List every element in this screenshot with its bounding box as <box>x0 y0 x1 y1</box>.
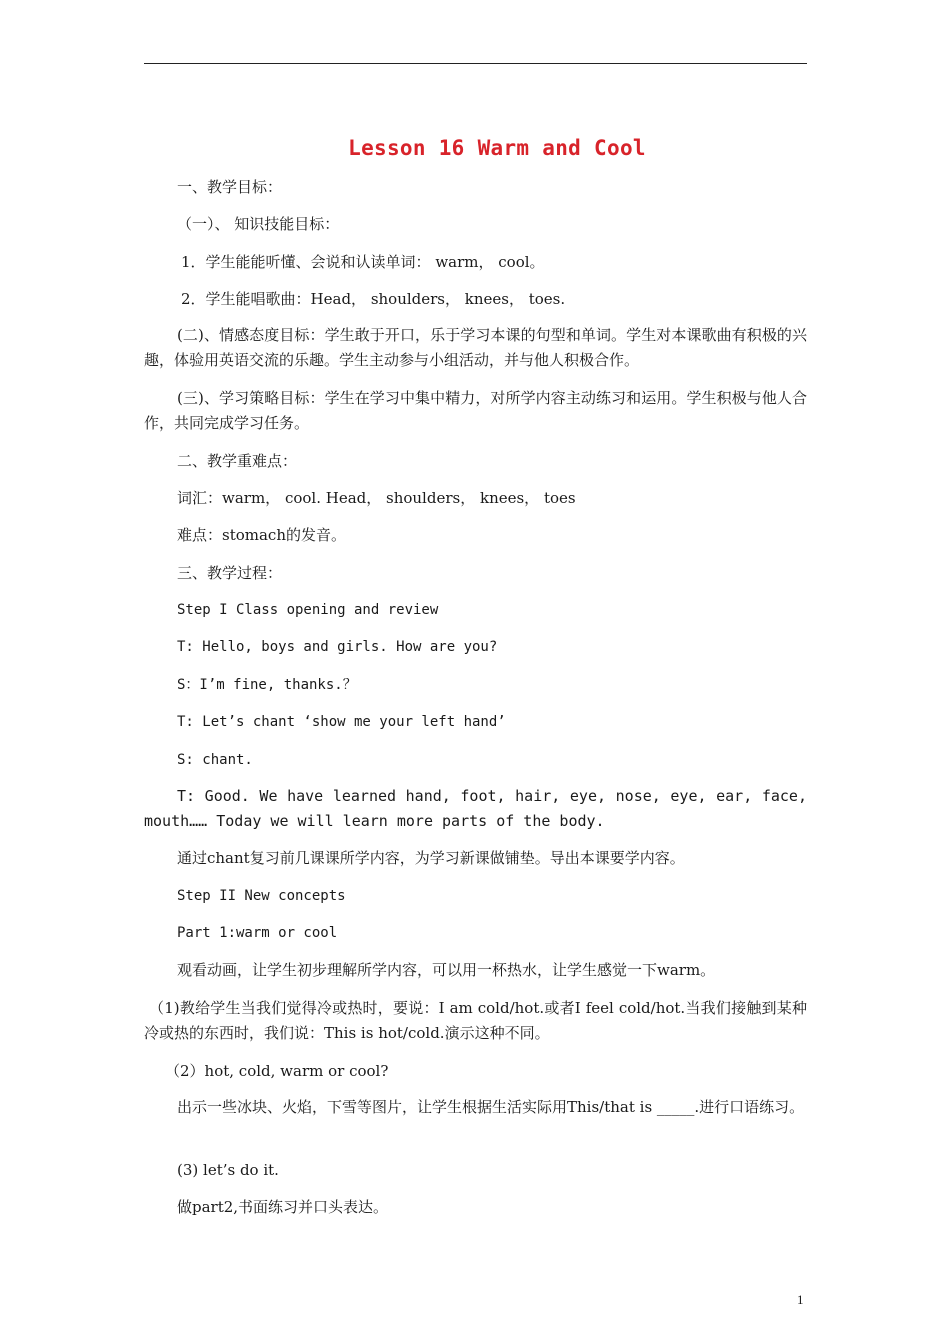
dialogue-line: S：I’m fine, thanks.？ <box>177 677 357 693</box>
vocabulary-line: 词汇：warm， cool. Head， shoulders， knees， toes <box>177 489 576 507</box>
paragraph-strategy-goals: (三)、学习策略目标：学生在学习中集中精力，对所学内容主动练习和运用。学生积极与他人合作，共同完成学习任务。 <box>144 389 807 432</box>
paragraph-body-parts: T: Good. We have learned hand, foot, hair, eye, nose, eye, ear, face, mouth…… Today we will learn more parts of the body. <box>144 787 807 830</box>
section-heading-process: 三、教学过程： <box>177 564 283 582</box>
part-1-heading: Part 1:warm or cool <box>177 925 338 941</box>
activity-3-line: (3) let’s do it. <box>177 1161 279 1179</box>
animation-note: 观看动画，让学生初步理解所学内容，可以用一杯热水，让学生感觉一下warm。 <box>177 961 716 979</box>
lesson-title: Lesson 16 Warm and Cool <box>348 136 646 160</box>
section-heading-objectives: 一、教学目标： <box>177 178 283 196</box>
paragraph-picture-practice: 出示一些冰块、火焰，下雪等图片，让学生根据生活实际用This/that is _____.进行口语练习。 <box>177 1098 805 1116</box>
objective-item-2: 2．学生能唱歌曲：Head， shoulders， knees， toes. <box>181 290 566 308</box>
paragraph-emotional-goals: (二)、情感态度目标：学生敢于开口，乐于学习本课的句型和单词。学生对本课歌曲有积极的兴趣，体验用英语交流的乐趣。学生主动参与小组活动，并与他人积极合作。 <box>144 326 807 369</box>
subheading-knowledge-skills: （一）、 知识技能目标： <box>177 215 340 233</box>
step-1-heading: Step I Class opening and review <box>177 602 439 618</box>
chant-review-note: 通过chant复习前几课课所学内容，为学习新课做铺垫。导出本课要学内容。 <box>177 849 685 867</box>
objective-item-1: 1．学生能能听懂、会说和认读单词： warm， cool。 <box>181 253 545 271</box>
dialogue-line: T: Let’s chant ‘show me your left hand’ <box>177 714 506 730</box>
header-rule <box>144 63 807 64</box>
step-2-heading: Step II New concepts <box>177 888 346 904</box>
part-2-note: 做part2,书面练习并口头表达。 <box>177 1198 389 1216</box>
dialogue-line: T: Hello, boys and girls. How are you? <box>177 639 498 655</box>
dialogue-line: S: chant. <box>177 752 253 768</box>
section-heading-key-points: 二、教学重难点： <box>177 452 298 470</box>
activity-2-line: （2）hot, cold, warm or cool? <box>165 1062 389 1080</box>
difficulty-line: 难点：stomach的发音。 <box>177 526 346 544</box>
page-number: 1 <box>797 1292 804 1307</box>
paragraph-hot-cold: （1)教给学生当我们觉得冷或热时，要说：I am cold/hot.或者I feel cold/hot.当我们接触到某种冷或热的东西时，我们说：This is hot/cold.演示这种不同。 <box>144 999 807 1042</box>
